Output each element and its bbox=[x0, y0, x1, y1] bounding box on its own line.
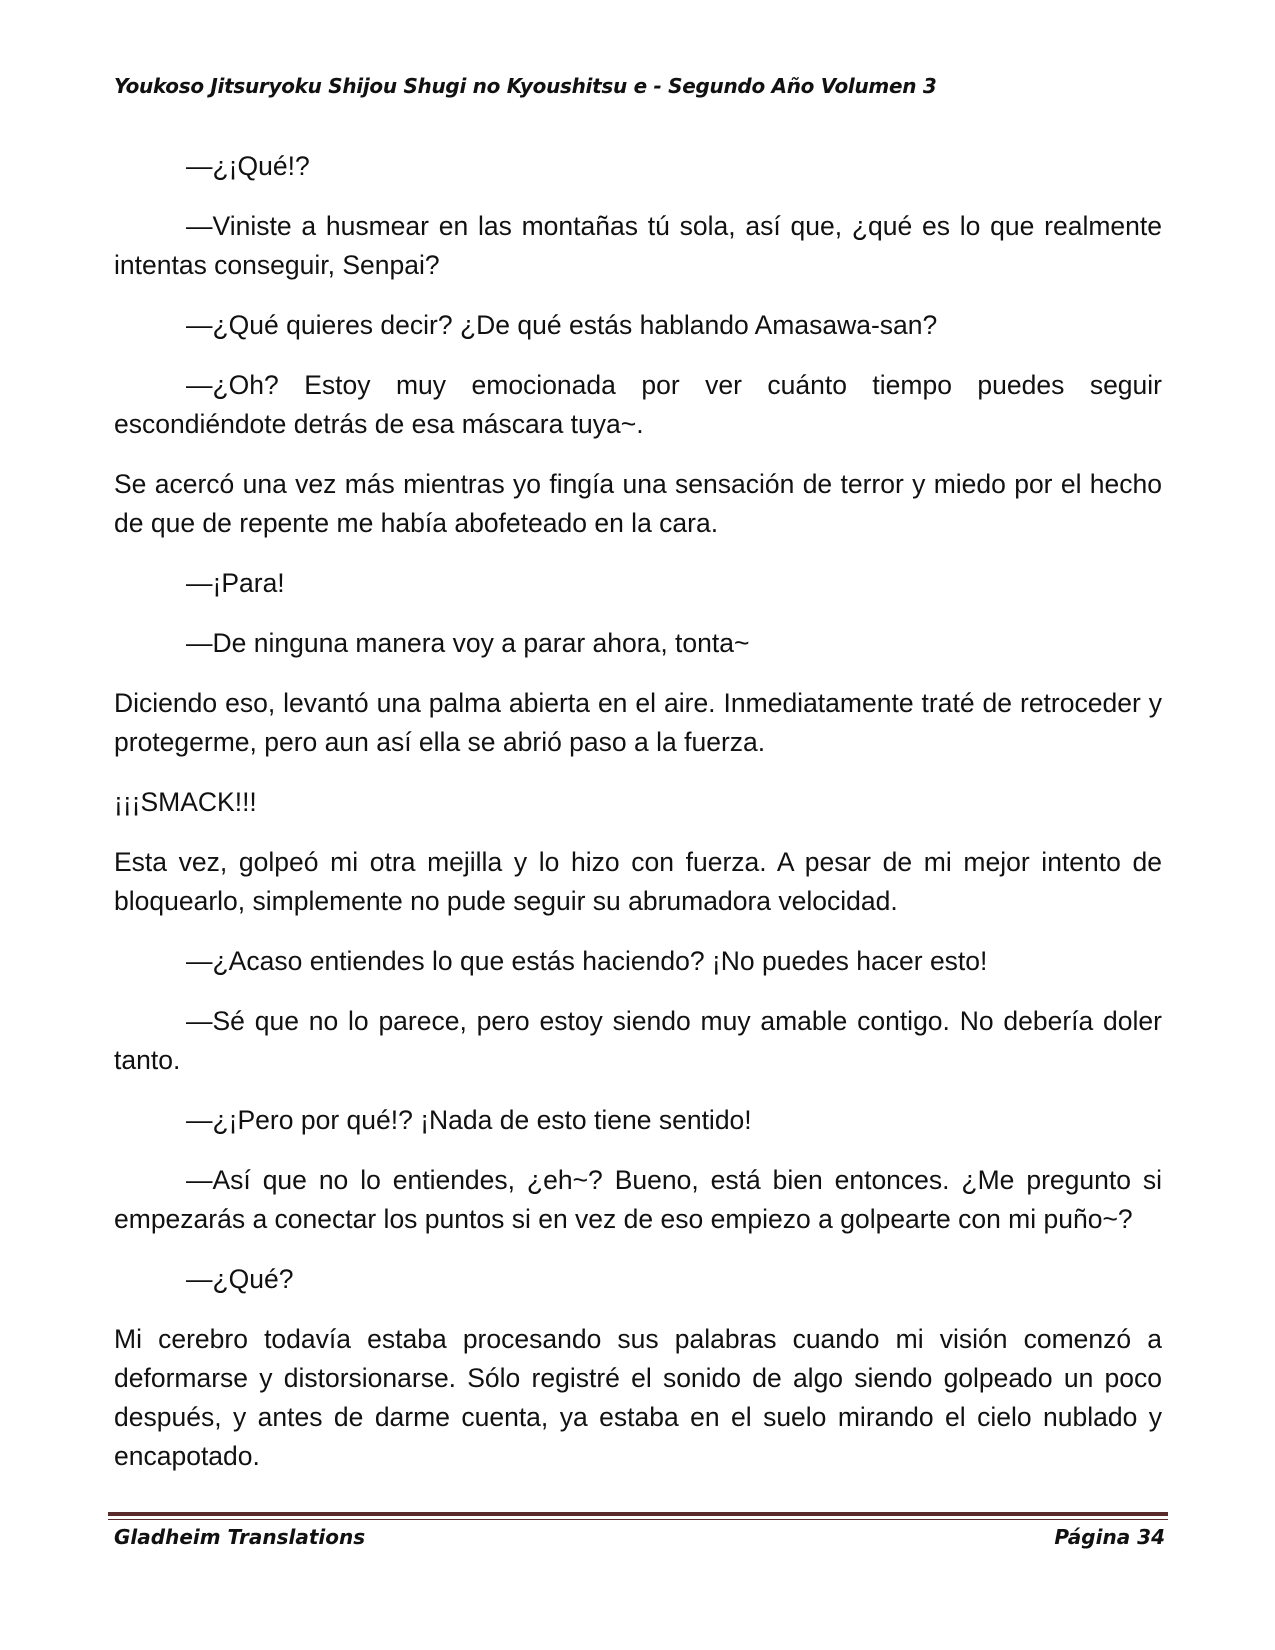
paragraph: —¡Para! bbox=[186, 568, 285, 598]
page-body bbox=[114, 147, 1162, 1497]
paragraph: Mi cerebro todavía estaba procesando sus palabras cuando mi visión comenzó a deformarse y distorsionarse. Sólo registré el sonido de algo siendo golpeado un poco después, y antes de darme cuenta, ya estaba en el suelo mirando el cielo nublado y encapotado. bbox=[114, 1324, 1162, 1471]
paragraph: —Viniste a husmear en las montañas tú sola, así que, ¿qué es lo que realmente intentas conseguir, Senpai? bbox=[114, 211, 1162, 280]
paragraph: Esta vez, golpeó mi otra mejilla y lo hizo con fuerza. A pesar de mi mejor intento de bloquearlo, simplemente no pude seguir su abrumadora velocidad. bbox=[114, 847, 1162, 916]
paragraph: —¿Qué quieres decir? ¿De qué estás hablando Amasawa-san? bbox=[186, 310, 938, 340]
footer-page-number: Página 34 bbox=[1054, 1525, 1165, 1549]
paragraph: ¡¡¡SMACK!!! bbox=[114, 787, 257, 817]
paragraph: —¿¡Pero por qué!? ¡Nada de esto tiene sentido! bbox=[186, 1105, 752, 1135]
paragraph: —Sé que no lo parece, pero estoy siendo muy amable contigo. No debería doler tanto. bbox=[114, 1006, 1162, 1075]
paragraph: —¿Qué? bbox=[186, 1264, 294, 1294]
paragraph: —¿Acaso entiendes lo que estás haciendo? ¡No puedes hacer esto! bbox=[186, 946, 988, 976]
page-header-title: Youkoso Jitsuryoku Shijou Shugi no Kyoushitsu e - Segundo Año Volumen 3 bbox=[114, 74, 937, 98]
footer-divider bbox=[108, 1512, 1168, 1516]
paragraph: —¿Oh? Estoy muy emocionada por ver cuánto tiempo puedes seguir escondiéndote detrás de esa máscara tuya~. bbox=[114, 370, 1162, 439]
paragraph: —¿¡Qué!? bbox=[186, 151, 310, 181]
paragraph: —Así que no lo entiendes, ¿eh~? Bueno, está bien entonces. ¿Me pregunto si empezarás a conectar los puntos si en vez de eso empiezo a golpearte con mi puño~? bbox=[114, 1165, 1162, 1234]
paragraph: Se acercó una vez más mientras yo fingía una sensación de terror y miedo por el hecho de que de repente me había abofeteado en la cara. bbox=[114, 469, 1162, 538]
paragraph: Diciendo eso, levantó una palma abierta en el aire. Inmediatamente traté de retroceder y protegerme, pero aun así ella se abrió paso a la fuerza. bbox=[114, 688, 1162, 757]
footer-divider-thin bbox=[108, 1519, 1168, 1520]
paragraph: —De ninguna manera voy a parar ahora, tonta~ bbox=[186, 628, 750, 658]
footer-translator-credit: Gladheim Translations bbox=[114, 1525, 366, 1549]
